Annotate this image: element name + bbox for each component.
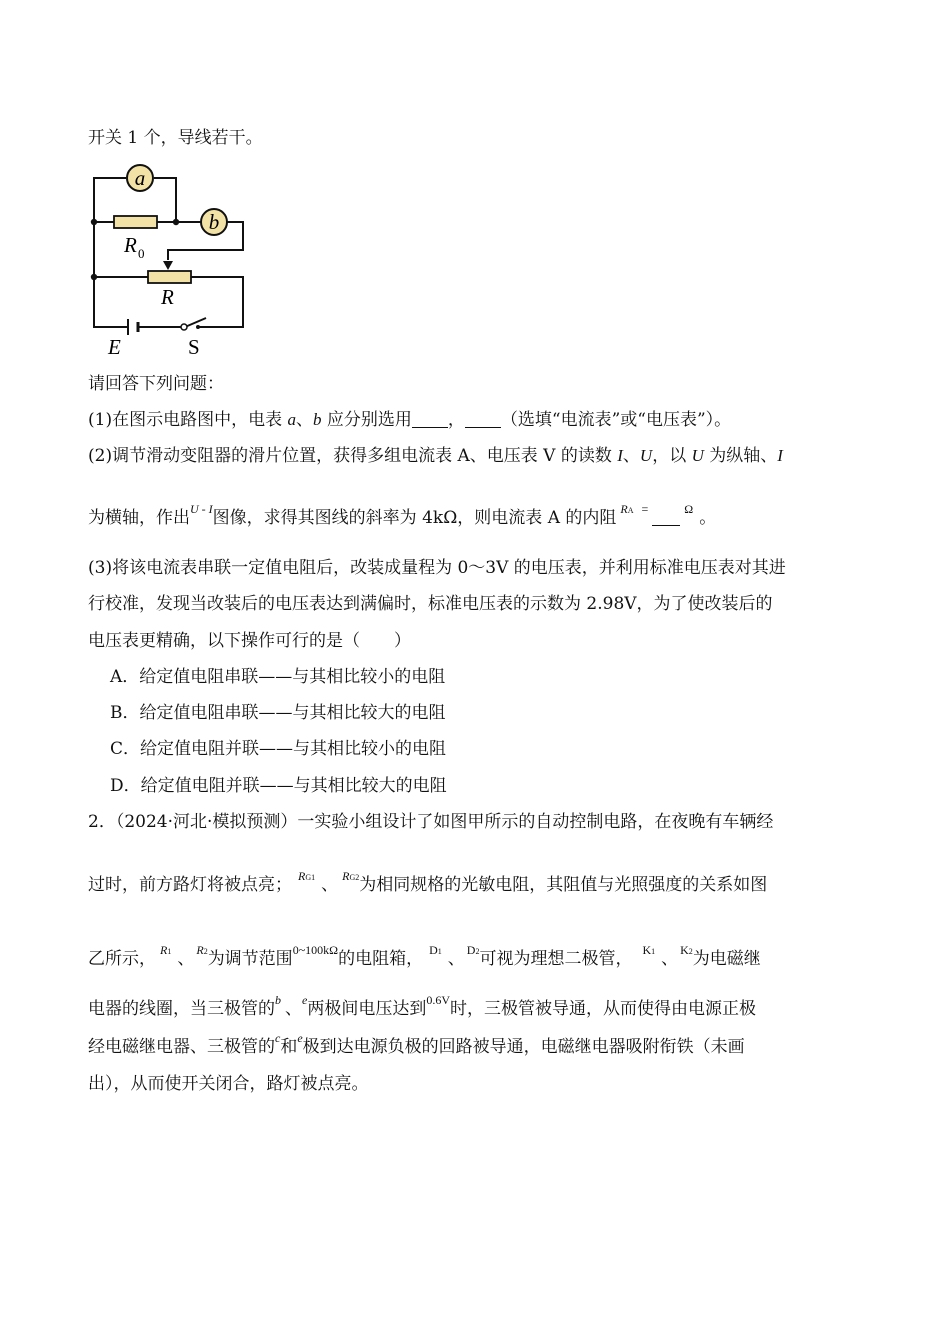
R-label: R xyxy=(161,285,174,309)
option-b[interactable]: B．给定值电阻串联——与其相比较大的电阻 xyxy=(110,703,446,723)
question-2-line-2: 为横轴，作出$^{U - I}$图像，求得其图线的斜率为 4kΩ，则电流表 A 的内阻 $^{RA}$ = $^\Omega$ 。 xyxy=(88,502,717,528)
question-1: (1)在图示电路图中，电表 a、b 应分别选用 ， （选填“电流表”或“电压表”）。 xyxy=(88,410,732,430)
intro-text: 开关 1 个，导线若干。 xyxy=(88,128,263,148)
R0-subscript: 0 xyxy=(138,246,145,261)
option-c[interactable]: C．给定值电阻并联——与其相比较小的电阻 xyxy=(110,739,447,759)
question-2-line-1: (2)调节滑动变阻器的滑片位置，获得多组电流表 A、电压表 V 的读数 I、U，以 U 为纵轴、I xyxy=(88,446,783,466)
problem-2-line-1: 2．（2024·河北·模拟预测）一实验小组设计了如图甲所示的自动控制电路，在夜晚有车辆经 xyxy=(88,812,774,832)
problem-2-line-6: 出），从而使开关闭合，路灯被点亮。 xyxy=(88,1074,369,1094)
problem-2-line-5: 经电磁继电器、三极管的$^c$和$^e$极到达电源负极的回路被导通，电磁继电器吸附衔铁（未画 xyxy=(88,1031,745,1057)
resistor-R0 xyxy=(114,216,157,228)
question-3-line-3: 电压表更精确，以下操作可行的是（ ） xyxy=(88,631,411,651)
answer-blank-b[interactable] xyxy=(465,411,501,428)
prompt-text: 请回答下列问题： xyxy=(88,374,224,394)
answer-blank-a[interactable] xyxy=(412,411,448,428)
R0-label: R xyxy=(124,233,137,257)
rheostat-R xyxy=(148,271,191,283)
E-label: E xyxy=(108,335,121,359)
option-a[interactable]: A．给定值电阻串联——与其相比较小的电阻 xyxy=(110,667,446,687)
question-3-line-1: (3)将该电流表串联一定值电阻后，改装成量程为 0～3V 的电压表，并利用标准电压表对其进 xyxy=(88,558,786,578)
problem-2-line-4: 电器的线圈，当三极管的$^b$ 、$^e$两极间电压达到$^{0.6V}$时，三极管被导通，从而使得由电源正极 xyxy=(88,993,756,1019)
answer-blank-ra[interactable] xyxy=(652,509,680,526)
S-label: S xyxy=(188,335,200,359)
meter-a-label: a xyxy=(134,166,146,190)
meter-b-label: b xyxy=(208,210,220,234)
problem-2-line-2: 过时，前方路灯将被点亮； $^{RG1}$ 、 $^{RG2}$为相同规格的光敏电阻，其阻值与光照强度的关系如图 xyxy=(88,869,768,895)
circuit-diagram xyxy=(80,160,270,365)
problem-2-line-3: 乙所示， $^{R1}$ 、 $^{R2}$为调节范围$^{0\sim 100k\Omega}$的电阻箱， $^{D1}$ 、 $^{D2}$可视为理想二极管， $^{K1}$ 、 $^{K2}$为电磁继 xyxy=(88,943,761,969)
option-d[interactable]: D．给定值电阻并联——与其相比较大的电阻 xyxy=(110,776,447,796)
question-3-line-2: 行校准，发现当改装后的电压表达到满偏时，标准电压表的示数为 2.98V，为了使改装后的 xyxy=(88,594,773,614)
